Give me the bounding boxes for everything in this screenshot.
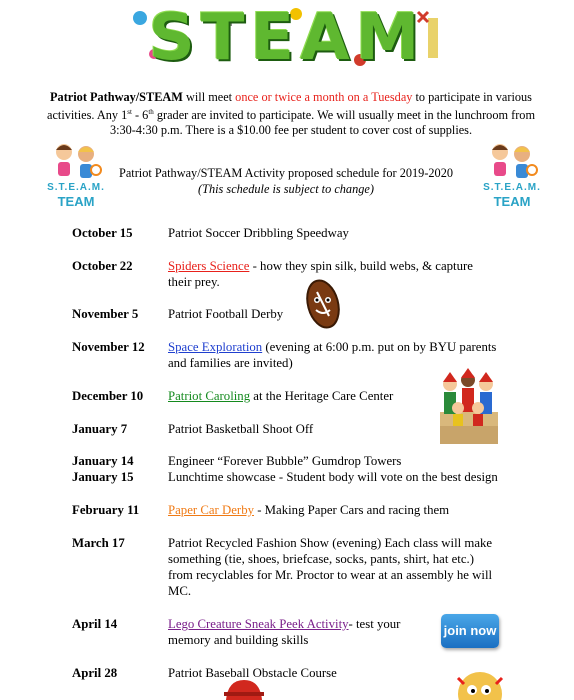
steam-logo xyxy=(128,1,446,75)
event-desc: Patriot Football Derby xyxy=(168,307,284,321)
schedule-title: Patriot Pathway/STEAM Activity proposed schedule for 2019-2020 xyxy=(118,166,454,180)
event-desc-line2: their prey. xyxy=(168,275,220,289)
schedule-header xyxy=(86,165,486,197)
event-desc-line2: memory and building skills xyxy=(168,633,309,647)
badge-right-line2: TEAM xyxy=(493,194,531,209)
event-date: January 7 xyxy=(72,422,128,436)
intro-dash: - 6 xyxy=(131,108,149,123)
event-date: November 12 xyxy=(72,340,145,354)
cartoon-character-icon xyxy=(450,664,510,700)
event-desc-line2: and families are invited) xyxy=(168,356,293,370)
event-desc xyxy=(168,616,400,632)
intro-paragraph xyxy=(46,90,536,138)
event-desc: Patriot Baseball Obstacle Course xyxy=(168,666,337,680)
patriot-caroling-link[interactable]: Patriot Caroling xyxy=(168,389,251,403)
event-desc-text: - Making Paper Cars and racing them xyxy=(254,503,450,517)
intro-rest1: to participate in various activities. Any 1 xyxy=(46,90,532,123)
event-desc xyxy=(168,388,393,404)
badge-left-line1: S.T.E.A.M. xyxy=(47,182,105,193)
spiders-science-link[interactable]: Spiders Science xyxy=(168,259,250,273)
event-date: January 15 xyxy=(72,470,134,484)
intro-sup1: st xyxy=(127,108,132,116)
intro-org: Patriot Pathway/STEAM xyxy=(50,90,183,104)
football-icon xyxy=(303,278,343,330)
event-date: January 14 xyxy=(72,454,134,468)
event-desc-text: - how they spin silk, build webs, & capture xyxy=(249,259,473,273)
event-date: March 17 xyxy=(72,536,125,550)
paper-car-derby-link[interactable]: Paper Car Derby xyxy=(168,503,254,517)
badge-left-line2: TEAM xyxy=(57,194,95,209)
event-desc-text: (evening at 6:00 p.m. put on by BYU parents xyxy=(262,340,497,354)
event-date: April 28 xyxy=(72,666,118,680)
event-date: February 11 xyxy=(72,503,140,517)
logo-text: STEAM xyxy=(148,1,426,75)
intro-sup2: th xyxy=(148,108,154,116)
event-desc: Patriot Basketball Shoot Off xyxy=(168,422,314,436)
event-desc xyxy=(168,502,449,518)
intro-frequency: once or twice a month on a Tuesday xyxy=(235,90,413,104)
schedule-note: (This schedule is subject to change) xyxy=(198,182,374,196)
event-date: October 15 xyxy=(72,226,133,240)
event-desc: Engineer “Forever Bubble” Gumdrop Towers xyxy=(168,454,402,468)
steam-team-badge-right xyxy=(480,140,544,210)
event-desc: Lunchtime showcase - Student body will vote on the best design xyxy=(168,470,498,484)
event-date: October 22 xyxy=(72,259,133,273)
lego-creature-link[interactable]: Lego Creature Sneak Peek Activity xyxy=(168,617,349,631)
event-desc xyxy=(168,258,473,274)
carolers-icon xyxy=(438,368,500,446)
badge-right-line1: S.T.E.A.M. xyxy=(483,182,541,193)
event-desc-text: - test your xyxy=(348,617,401,631)
join-now-button[interactable]: join now xyxy=(441,614,499,648)
baseball-player-icon xyxy=(220,678,268,700)
event-date: December 10 xyxy=(72,389,144,403)
event-desc xyxy=(168,339,496,355)
intro-rest2: grader are invited to participate. We will usually meet in the lunchroom from 3:30-4:30 p.m. There is a $10.00 fee per student to cover cost of supplies. xyxy=(109,108,536,138)
event-desc-line2: something (tie, shoes, briefcase, socks, pants, shirt, hat etc.) xyxy=(168,552,474,566)
intro-will-meet: will meet xyxy=(182,90,236,104)
event-desc: Patriot Recycled Fashion Show (evening) Each class will make xyxy=(168,536,493,550)
event-desc-line3: from recyclables for Mr. Proctor to wear at an assembly he will xyxy=(168,568,493,582)
space-exploration-link[interactable]: Space Exploration xyxy=(168,340,263,354)
event-desc: Patriot Soccer Dribbling Speedway xyxy=(168,226,349,240)
event-desc-text: at the Heritage Care Center xyxy=(250,389,394,403)
kids-icon xyxy=(486,140,538,180)
event-date: April 14 xyxy=(72,617,118,631)
event-date: November 5 xyxy=(72,307,139,321)
event-desc-line4: MC. xyxy=(168,584,192,598)
